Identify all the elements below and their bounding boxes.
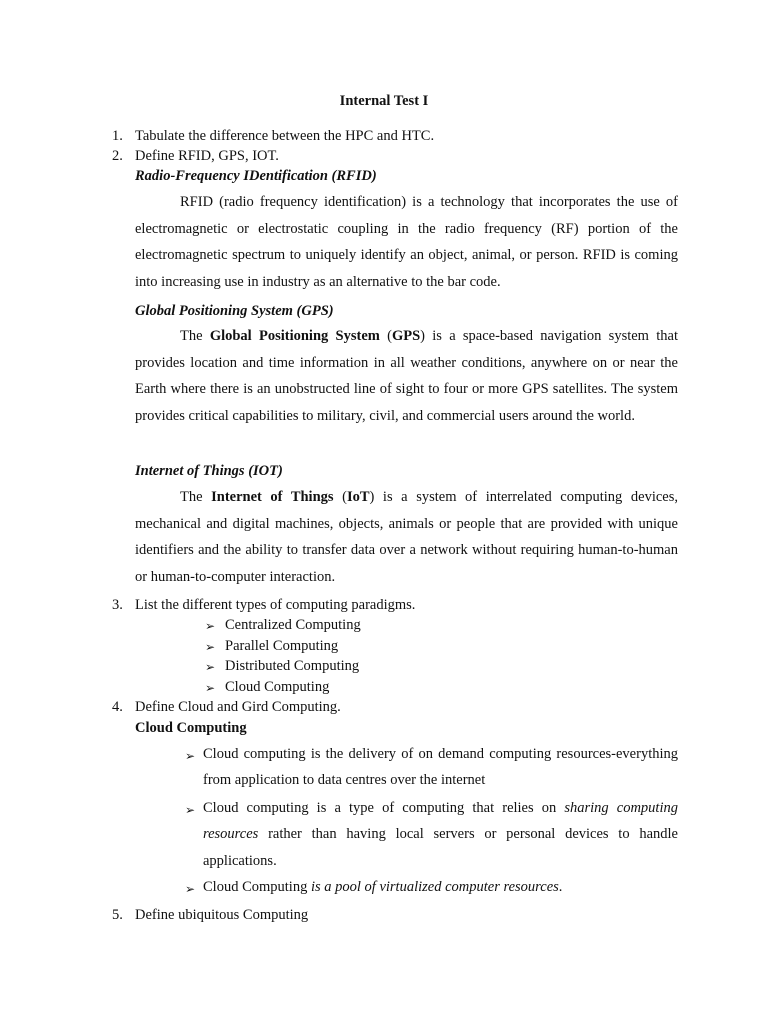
gps-abbr: GPS <box>391 328 421 344</box>
cloud-bullet-2 <box>185 795 678 874</box>
gps-heading: Global Positioning System (GPS) <box>135 303 334 319</box>
q5-number: 5. <box>112 907 123 923</box>
bullet-arrow-icon: ➢ <box>205 640 216 654</box>
iot-heading: Internet of Things (IOT) <box>135 463 283 479</box>
bullet-arrow-icon: ➢ <box>205 660 216 674</box>
gps-pre: The <box>180 328 210 344</box>
q3-number: 3. <box>112 597 123 613</box>
cloud-bullet-3-pre: Cloud Computing <box>203 879 311 895</box>
q2-text: Define RFID, GPS, IOT. <box>135 148 279 164</box>
cloud-bullet-3-italic: is a pool of virtualized computer resources <box>310 879 559 895</box>
gps-paragraph <box>135 323 678 429</box>
q2-number: 2. <box>112 148 123 164</box>
gps-term: Global Positioning System <box>209 328 380 344</box>
paradigm-item: Distributed Computing <box>225 658 360 674</box>
iot-body: ) is a system of interrelated computing devices, mechanical and digital machines, objects, animals or people that are provided with unique identifiers and the ability to transfer data over a network without requiring human-to-human or human-to-computer interaction. <box>135 489 678 585</box>
bullet-arrow-icon: ➢ <box>205 619 216 633</box>
rfid-body: RFID (radio frequency identification) is a technology that incorporates the use of electromagnetic or electrostatic coupling in the radio frequency (RF) portion of the electromagnetic spectrum to uniquely identify an object, animal, or person. RFID is coming into increasing use in industry as an alternative to the bar code. <box>135 194 678 290</box>
cloud-bullet-3 <box>185 874 678 900</box>
q5-text: Define ubiquitous Computing <box>135 907 309 923</box>
iot-term: Internet of Things <box>211 489 334 505</box>
cloud-bullet-1 <box>185 741 678 794</box>
q3-text: List the different types of computing paradigms. <box>135 597 416 613</box>
iot-open: ( <box>333 489 347 505</box>
q1-text: Tabulate the difference between the HPC and HTC. <box>135 128 435 144</box>
cloud-bullet-1-text: Cloud computing is the delivery of on demand computing resources-everything from application to data centres over the internet <box>203 746 678 789</box>
rfid-heading: Radio-Frequency IDentification (RFID) <box>135 168 377 184</box>
iot-abbr: IoT <box>346 489 370 505</box>
iot-pre: The <box>180 489 212 505</box>
cloud-heading: Cloud Computing <box>135 720 247 736</box>
paradigm-item: Centralized Computing <box>225 617 361 633</box>
bullet-arrow-icon: ➢ <box>185 803 196 817</box>
bullet-arrow-icon: ➢ <box>185 882 196 896</box>
cloud-bullet-2-pre: Cloud computing is a type of computing that relies on <box>203 800 565 816</box>
rfid-paragraph <box>135 189 678 295</box>
paradigm-item: Parallel Computing <box>225 638 339 654</box>
paradigm-item: Cloud Computing <box>225 679 330 695</box>
cloud-bullet-2-post: rather than having local servers or personal devices to handle applications. <box>203 826 678 869</box>
bullet-arrow-icon: ➢ <box>185 749 196 763</box>
bullet-arrow-icon: ➢ <box>205 681 216 695</box>
iot-paragraph <box>135 484 678 590</box>
gps-body: ) is a space-based navigation system that provides location and time information in all weather conditions, anywhere on or near the Earth where there is an unobstructed line of sight to four or more GPS satellites. The system provides critical capabilities to military, civil, and commercial users around the world. <box>135 328 678 424</box>
q4-text: Define Cloud and Gird Computing. <box>135 699 341 715</box>
cloud-bullet-2-italic: sharing computing resources <box>203 800 678 843</box>
gps-open: ( <box>379 328 392 344</box>
q4-number: 4. <box>112 699 123 715</box>
q1-number: 1. <box>112 128 123 144</box>
cloud-bullet-3-post: . <box>558 879 563 895</box>
page-title: Internal Test I <box>339 93 429 109</box>
